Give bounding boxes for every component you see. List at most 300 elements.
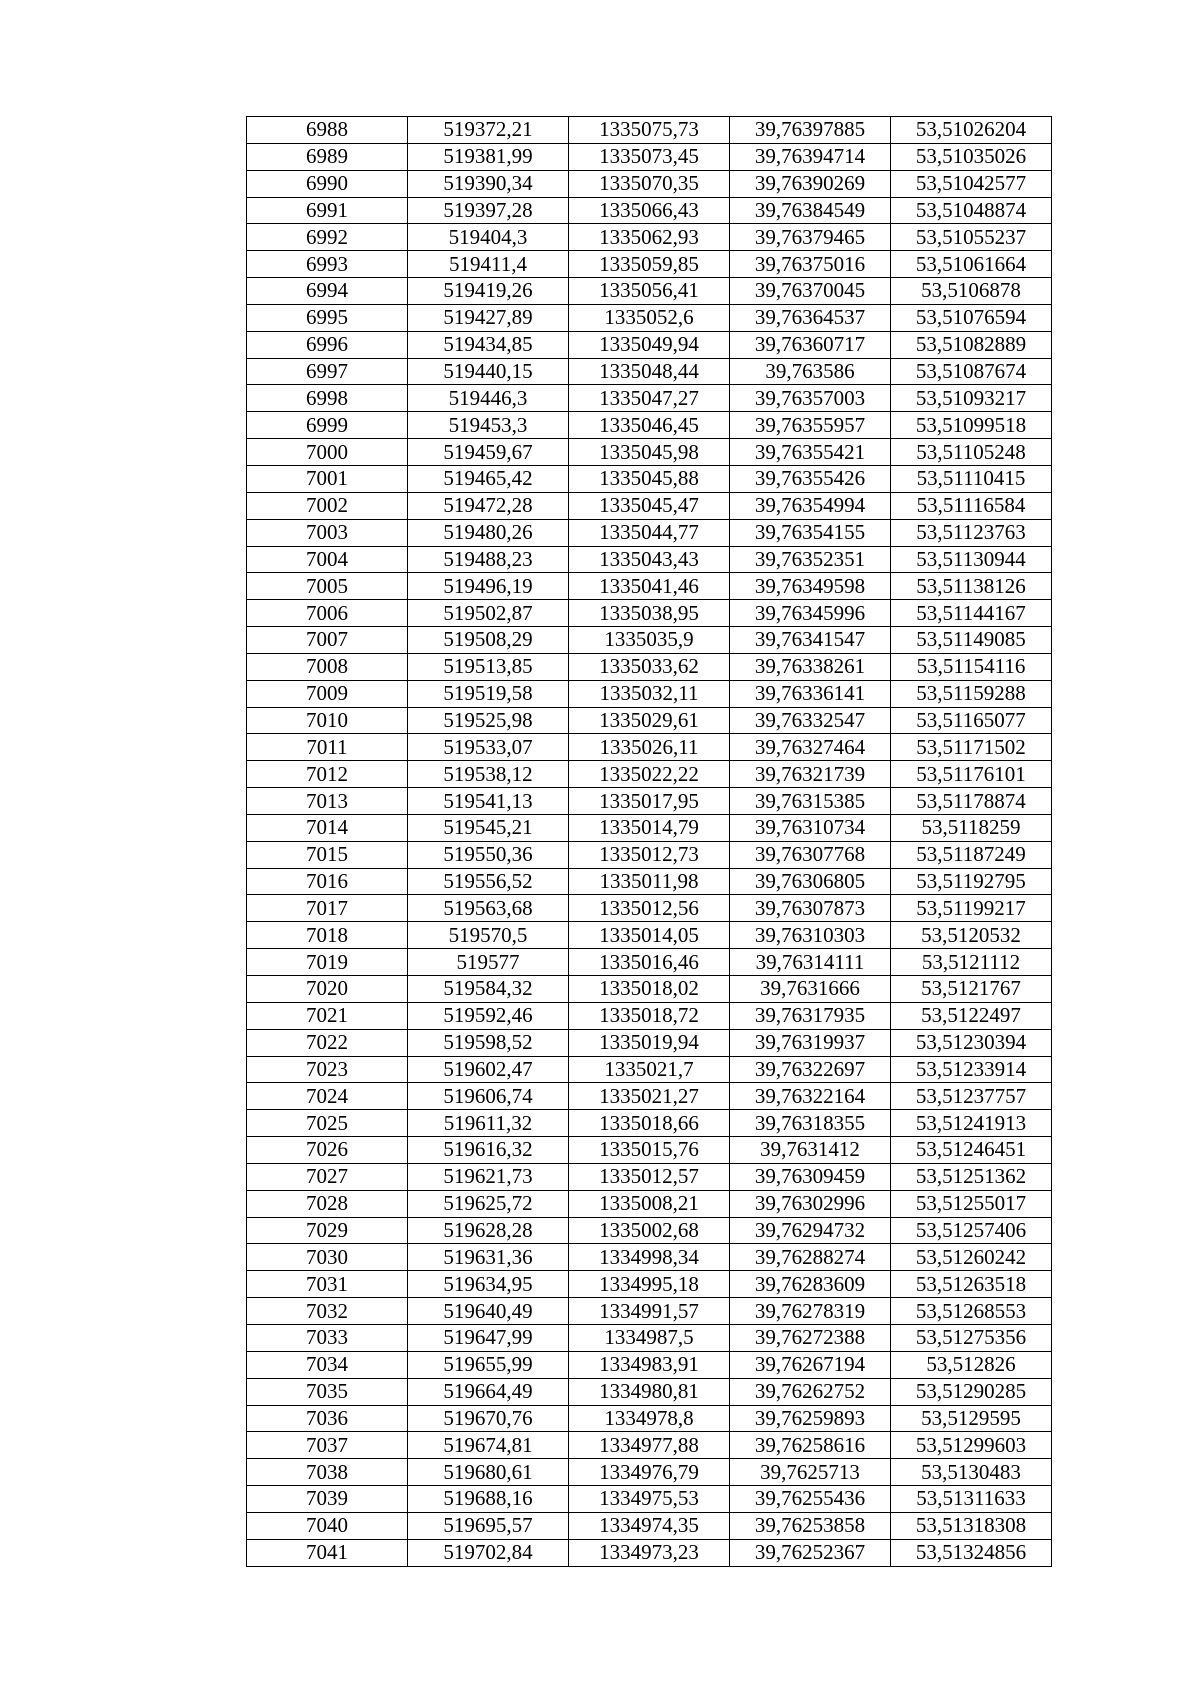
table-row	[247, 251, 1052, 278]
table-row	[247, 1029, 1052, 1056]
table-row	[247, 412, 1052, 439]
longitude-cell: 39,7631666	[730, 976, 891, 1003]
longitude-cell: 39,76315385	[730, 788, 891, 815]
latitude-cell: 53,5122497	[891, 1002, 1052, 1029]
y-coordinate-cell: 1335018,72	[569, 1002, 730, 1029]
table-row	[247, 385, 1052, 412]
latitude-cell: 53,51144167	[891, 600, 1052, 627]
longitude-cell: 39,76255436	[730, 1486, 891, 1513]
table-row	[247, 465, 1052, 492]
point-number-cell: 7010	[247, 707, 408, 734]
table-row	[247, 278, 1052, 305]
point-number-cell: 7034	[247, 1351, 408, 1378]
table-row	[247, 1378, 1052, 1405]
table-row	[247, 1002, 1052, 1029]
y-coordinate-cell: 1335066,43	[569, 197, 730, 224]
y-coordinate-cell: 1335035,9	[569, 627, 730, 654]
coordinates-table-body	[247, 117, 1052, 1567]
y-coordinate-cell: 1335021,27	[569, 1083, 730, 1110]
point-number-cell: 6994	[247, 278, 408, 305]
table-row	[247, 519, 1052, 546]
table-row	[247, 653, 1052, 680]
y-coordinate-cell: 1335017,95	[569, 788, 730, 815]
point-number-cell: 7007	[247, 627, 408, 654]
longitude-cell: 39,76338261	[730, 653, 891, 680]
x-coordinate-cell: 519525,98	[408, 707, 569, 734]
longitude-cell: 39,76379465	[730, 224, 891, 251]
longitude-cell: 39,76360717	[730, 331, 891, 358]
latitude-cell: 53,51290285	[891, 1378, 1052, 1405]
y-coordinate-cell: 1334987,5	[569, 1324, 730, 1351]
point-number-cell: 7022	[247, 1029, 408, 1056]
coordinates-table	[246, 116, 1052, 1567]
latitude-cell: 53,51130944	[891, 546, 1052, 573]
latitude-cell: 53,51260242	[891, 1244, 1052, 1271]
point-number-cell: 7037	[247, 1432, 408, 1459]
y-coordinate-cell: 1335029,61	[569, 707, 730, 734]
y-coordinate-cell: 1335059,85	[569, 251, 730, 278]
x-coordinate-cell: 519508,29	[408, 627, 569, 654]
point-number-cell: 7035	[247, 1378, 408, 1405]
y-coordinate-cell: 1334995,18	[569, 1271, 730, 1298]
longitude-cell: 39,76317935	[730, 1002, 891, 1029]
latitude-cell: 53,51324856	[891, 1539, 1052, 1566]
latitude-cell: 53,51187249	[891, 841, 1052, 868]
y-coordinate-cell: 1335008,21	[569, 1190, 730, 1217]
x-coordinate-cell: 519453,3	[408, 412, 569, 439]
point-number-cell: 6992	[247, 224, 408, 251]
latitude-cell: 53,51257406	[891, 1217, 1052, 1244]
y-coordinate-cell: 1335014,79	[569, 814, 730, 841]
x-coordinate-cell: 519664,49	[408, 1378, 569, 1405]
y-coordinate-cell: 1335016,46	[569, 949, 730, 976]
y-coordinate-cell: 1334998,34	[569, 1244, 730, 1271]
point-number-cell: 7030	[247, 1244, 408, 1271]
point-number-cell: 7020	[247, 976, 408, 1003]
longitude-cell: 39,76283609	[730, 1271, 891, 1298]
y-coordinate-cell: 1335044,77	[569, 519, 730, 546]
table-row	[247, 143, 1052, 170]
table-row	[247, 1083, 1052, 1110]
point-number-cell: 7038	[247, 1459, 408, 1486]
table-row	[247, 1056, 1052, 1083]
x-coordinate-cell: 519695,57	[408, 1512, 569, 1539]
table-row	[247, 1486, 1052, 1513]
point-number-cell: 7028	[247, 1190, 408, 1217]
table-row	[247, 1110, 1052, 1137]
x-coordinate-cell: 519680,61	[408, 1459, 569, 1486]
point-number-cell: 7017	[247, 895, 408, 922]
y-coordinate-cell: 1335049,94	[569, 331, 730, 358]
y-coordinate-cell: 1335012,73	[569, 841, 730, 868]
longitude-cell: 39,76322697	[730, 1056, 891, 1083]
point-number-cell: 7033	[247, 1324, 408, 1351]
latitude-cell: 53,51110415	[891, 465, 1052, 492]
latitude-cell: 53,51035026	[891, 143, 1052, 170]
point-number-cell: 6997	[247, 358, 408, 385]
longitude-cell: 39,76354994	[730, 492, 891, 519]
y-coordinate-cell: 1335011,98	[569, 868, 730, 895]
table-row	[247, 197, 1052, 224]
latitude-cell: 53,5121767	[891, 976, 1052, 1003]
x-coordinate-cell: 519545,21	[408, 814, 569, 841]
point-number-cell: 7002	[247, 492, 408, 519]
longitude-cell: 39,76318355	[730, 1110, 891, 1137]
point-number-cell: 7009	[247, 680, 408, 707]
table-row	[247, 814, 1052, 841]
point-number-cell: 7029	[247, 1217, 408, 1244]
x-coordinate-cell: 519372,21	[408, 117, 569, 144]
longitude-cell: 39,76375016	[730, 251, 891, 278]
y-coordinate-cell: 1335045,88	[569, 465, 730, 492]
latitude-cell: 53,5106878	[891, 278, 1052, 305]
latitude-cell: 53,51116584	[891, 492, 1052, 519]
x-coordinate-cell: 519674,81	[408, 1432, 569, 1459]
y-coordinate-cell: 1335070,35	[569, 170, 730, 197]
latitude-cell: 53,5129595	[891, 1405, 1052, 1432]
point-number-cell: 7015	[247, 841, 408, 868]
longitude-cell: 39,763586	[730, 358, 891, 385]
latitude-cell: 53,51159288	[891, 680, 1052, 707]
longitude-cell: 39,76341547	[730, 627, 891, 654]
latitude-cell: 53,5130483	[891, 1459, 1052, 1486]
table-row	[247, 117, 1052, 144]
x-coordinate-cell: 519434,85	[408, 331, 569, 358]
latitude-cell: 53,51246451	[891, 1137, 1052, 1164]
x-coordinate-cell: 519647,99	[408, 1324, 569, 1351]
y-coordinate-cell: 1335062,93	[569, 224, 730, 251]
longitude-cell: 39,76384549	[730, 197, 891, 224]
table-row	[247, 304, 1052, 331]
longitude-cell: 39,76357003	[730, 385, 891, 412]
latitude-cell: 53,51263518	[891, 1271, 1052, 1298]
longitude-cell: 39,76349598	[730, 573, 891, 600]
x-coordinate-cell: 519440,15	[408, 358, 569, 385]
longitude-cell: 39,76327464	[730, 734, 891, 761]
y-coordinate-cell: 1335052,6	[569, 304, 730, 331]
point-number-cell: 6988	[247, 117, 408, 144]
table-row	[247, 1190, 1052, 1217]
latitude-cell: 53,51042577	[891, 170, 1052, 197]
point-number-cell: 7000	[247, 439, 408, 466]
x-coordinate-cell: 519563,68	[408, 895, 569, 922]
x-coordinate-cell: 519634,95	[408, 1271, 569, 1298]
latitude-cell: 53,51171502	[891, 734, 1052, 761]
point-number-cell: 7016	[247, 868, 408, 895]
longitude-cell: 39,76294732	[730, 1217, 891, 1244]
longitude-cell: 39,76314111	[730, 949, 891, 976]
x-coordinate-cell: 519584,32	[408, 976, 569, 1003]
latitude-cell: 53,51105248	[891, 439, 1052, 466]
x-coordinate-cell: 519598,52	[408, 1029, 569, 1056]
x-coordinate-cell: 519556,52	[408, 868, 569, 895]
point-number-cell: 7040	[247, 1512, 408, 1539]
table-row	[247, 1137, 1052, 1164]
latitude-cell: 53,51099518	[891, 412, 1052, 439]
latitude-cell: 53,51251362	[891, 1163, 1052, 1190]
table-row	[247, 895, 1052, 922]
x-coordinate-cell: 519459,67	[408, 439, 569, 466]
table-row	[247, 170, 1052, 197]
table-row	[247, 976, 1052, 1003]
x-coordinate-cell: 519538,12	[408, 761, 569, 788]
longitude-cell: 39,76397885	[730, 117, 891, 144]
longitude-cell: 39,76336141	[730, 680, 891, 707]
y-coordinate-cell: 1334991,57	[569, 1298, 730, 1325]
y-coordinate-cell: 1335046,45	[569, 412, 730, 439]
x-coordinate-cell: 519488,23	[408, 546, 569, 573]
table-row	[247, 1351, 1052, 1378]
x-coordinate-cell: 519419,26	[408, 278, 569, 305]
table-row	[247, 546, 1052, 573]
longitude-cell: 39,76322164	[730, 1083, 891, 1110]
y-coordinate-cell: 1334974,35	[569, 1512, 730, 1539]
point-number-cell: 6990	[247, 170, 408, 197]
table-row	[247, 868, 1052, 895]
longitude-cell: 39,76310734	[730, 814, 891, 841]
latitude-cell: 53,51318308	[891, 1512, 1052, 1539]
x-coordinate-cell: 519702,84	[408, 1539, 569, 1566]
y-coordinate-cell: 1335047,27	[569, 385, 730, 412]
y-coordinate-cell: 1335045,98	[569, 439, 730, 466]
latitude-cell: 53,51048874	[891, 197, 1052, 224]
latitude-cell: 53,51026204	[891, 117, 1052, 144]
latitude-cell: 53,51311633	[891, 1486, 1052, 1513]
longitude-cell: 39,76302996	[730, 1190, 891, 1217]
latitude-cell: 53,51165077	[891, 707, 1052, 734]
x-coordinate-cell: 519550,36	[408, 841, 569, 868]
table-row	[247, 331, 1052, 358]
latitude-cell: 53,51087674	[891, 358, 1052, 385]
longitude-cell: 39,76278319	[730, 1298, 891, 1325]
point-number-cell: 7018	[247, 922, 408, 949]
x-coordinate-cell: 519541,13	[408, 788, 569, 815]
y-coordinate-cell: 1335026,11	[569, 734, 730, 761]
latitude-cell: 53,51082889	[891, 331, 1052, 358]
y-coordinate-cell: 1334983,91	[569, 1351, 730, 1378]
table-row	[247, 680, 1052, 707]
table-row	[247, 1217, 1052, 1244]
x-coordinate-cell: 519513,85	[408, 653, 569, 680]
longitude-cell: 39,76272388	[730, 1324, 891, 1351]
x-coordinate-cell: 519655,99	[408, 1351, 569, 1378]
point-number-cell: 7001	[247, 465, 408, 492]
longitude-cell: 39,76370045	[730, 278, 891, 305]
table-row	[247, 788, 1052, 815]
y-coordinate-cell: 1334980,81	[569, 1378, 730, 1405]
point-number-cell: 7012	[247, 761, 408, 788]
table-row	[247, 1512, 1052, 1539]
table-row	[247, 1271, 1052, 1298]
y-coordinate-cell: 1335018,66	[569, 1110, 730, 1137]
x-coordinate-cell: 519621,73	[408, 1163, 569, 1190]
longitude-cell: 39,76309459	[730, 1163, 891, 1190]
longitude-cell: 39,76258616	[730, 1432, 891, 1459]
x-coordinate-cell: 519427,89	[408, 304, 569, 331]
table-row	[247, 707, 1052, 734]
longitude-cell: 39,7625713	[730, 1459, 891, 1486]
point-number-cell: 7031	[247, 1271, 408, 1298]
point-number-cell: 6995	[247, 304, 408, 331]
latitude-cell: 53,51299603	[891, 1432, 1052, 1459]
latitude-cell: 53,51230394	[891, 1029, 1052, 1056]
table-row	[247, 922, 1052, 949]
x-coordinate-cell: 519465,42	[408, 465, 569, 492]
latitude-cell: 53,51061664	[891, 251, 1052, 278]
longitude-cell: 39,76332547	[730, 707, 891, 734]
y-coordinate-cell: 1335038,95	[569, 600, 730, 627]
y-coordinate-cell: 1334978,8	[569, 1405, 730, 1432]
table-row	[247, 1324, 1052, 1351]
latitude-cell: 53,51237757	[891, 1083, 1052, 1110]
table-row	[247, 492, 1052, 519]
longitude-cell: 39,76321739	[730, 761, 891, 788]
latitude-cell: 53,51255017	[891, 1190, 1052, 1217]
table-row	[247, 1405, 1052, 1432]
y-coordinate-cell: 1335012,57	[569, 1163, 730, 1190]
x-coordinate-cell: 519606,74	[408, 1083, 569, 1110]
point-number-cell: 6993	[247, 251, 408, 278]
latitude-cell: 53,51093217	[891, 385, 1052, 412]
x-coordinate-cell: 519640,49	[408, 1298, 569, 1325]
latitude-cell: 53,51055237	[891, 224, 1052, 251]
latitude-cell: 53,512826	[891, 1351, 1052, 1378]
latitude-cell: 53,5120532	[891, 922, 1052, 949]
y-coordinate-cell: 1335022,22	[569, 761, 730, 788]
x-coordinate-cell: 519625,72	[408, 1190, 569, 1217]
longitude-cell: 39,76288274	[730, 1244, 891, 1271]
table-row	[247, 1432, 1052, 1459]
latitude-cell: 53,51123763	[891, 519, 1052, 546]
y-coordinate-cell: 1334977,88	[569, 1432, 730, 1459]
latitude-cell: 53,51076594	[891, 304, 1052, 331]
table-row	[247, 1539, 1052, 1566]
point-number-cell: 6998	[247, 385, 408, 412]
longitude-cell: 39,76262752	[730, 1378, 891, 1405]
latitude-cell: 53,51138126	[891, 573, 1052, 600]
point-number-cell: 7041	[247, 1539, 408, 1566]
y-coordinate-cell: 1335043,43	[569, 546, 730, 573]
x-coordinate-cell: 519404,3	[408, 224, 569, 251]
longitude-cell: 39,76306805	[730, 868, 891, 895]
table-row	[247, 358, 1052, 385]
y-coordinate-cell: 1335015,76	[569, 1137, 730, 1164]
y-coordinate-cell: 1335045,47	[569, 492, 730, 519]
table-row	[247, 600, 1052, 627]
point-number-cell: 7026	[247, 1137, 408, 1164]
longitude-cell: 39,76253858	[730, 1512, 891, 1539]
longitude-cell: 39,76267194	[730, 1351, 891, 1378]
y-coordinate-cell: 1335056,41	[569, 278, 730, 305]
longitude-cell: 39,76355957	[730, 412, 891, 439]
table-row	[247, 1298, 1052, 1325]
y-coordinate-cell: 1335002,68	[569, 1217, 730, 1244]
point-number-cell: 7019	[247, 949, 408, 976]
x-coordinate-cell: 519688,16	[408, 1486, 569, 1513]
point-number-cell: 7008	[247, 653, 408, 680]
table-row	[247, 1459, 1052, 1486]
longitude-cell: 39,76355421	[730, 439, 891, 466]
x-coordinate-cell: 519616,32	[408, 1137, 569, 1164]
y-coordinate-cell: 1335019,94	[569, 1029, 730, 1056]
table-row	[247, 224, 1052, 251]
point-number-cell: 7004	[247, 546, 408, 573]
y-coordinate-cell: 1334975,53	[569, 1486, 730, 1513]
longitude-cell: 39,76345996	[730, 600, 891, 627]
x-coordinate-cell: 519533,07	[408, 734, 569, 761]
x-coordinate-cell: 519381,99	[408, 143, 569, 170]
y-coordinate-cell: 1335033,62	[569, 653, 730, 680]
longitude-cell: 39,76310303	[730, 922, 891, 949]
point-number-cell: 7011	[247, 734, 408, 761]
latitude-cell: 53,51233914	[891, 1056, 1052, 1083]
latitude-cell: 53,51178874	[891, 788, 1052, 815]
longitude-cell: 39,76252367	[730, 1539, 891, 1566]
latitude-cell: 53,5121112	[891, 949, 1052, 976]
x-coordinate-cell: 519611,32	[408, 1110, 569, 1137]
y-coordinate-cell: 1335018,02	[569, 976, 730, 1003]
longitude-cell: 39,76354155	[730, 519, 891, 546]
y-coordinate-cell: 1335048,44	[569, 358, 730, 385]
latitude-cell: 53,51268553	[891, 1298, 1052, 1325]
point-number-cell: 6999	[247, 412, 408, 439]
table-row	[247, 841, 1052, 868]
point-number-cell: 7039	[247, 1486, 408, 1513]
table-row	[247, 1163, 1052, 1190]
table-row	[247, 627, 1052, 654]
x-coordinate-cell: 519411,4	[408, 251, 569, 278]
x-coordinate-cell: 519592,46	[408, 1002, 569, 1029]
x-coordinate-cell: 519577	[408, 949, 569, 976]
latitude-cell: 53,51241913	[891, 1110, 1052, 1137]
point-number-cell: 7014	[247, 814, 408, 841]
point-number-cell: 7027	[247, 1163, 408, 1190]
point-number-cell: 7006	[247, 600, 408, 627]
y-coordinate-cell: 1334973,23	[569, 1539, 730, 1566]
longitude-cell: 39,7631412	[730, 1137, 891, 1164]
table-row	[247, 1244, 1052, 1271]
longitude-cell: 39,76259893	[730, 1405, 891, 1432]
y-coordinate-cell: 1334976,79	[569, 1459, 730, 1486]
table-row	[247, 734, 1052, 761]
table-row	[247, 949, 1052, 976]
x-coordinate-cell: 519480,26	[408, 519, 569, 546]
y-coordinate-cell: 1335032,11	[569, 680, 730, 707]
x-coordinate-cell: 519570,5	[408, 922, 569, 949]
point-number-cell: 7025	[247, 1110, 408, 1137]
point-number-cell: 7024	[247, 1083, 408, 1110]
y-coordinate-cell: 1335075,73	[569, 117, 730, 144]
table-row	[247, 439, 1052, 466]
point-number-cell: 7021	[247, 1002, 408, 1029]
x-coordinate-cell: 519628,28	[408, 1217, 569, 1244]
y-coordinate-cell: 1335014,05	[569, 922, 730, 949]
point-number-cell: 7023	[247, 1056, 408, 1083]
latitude-cell: 53,51176101	[891, 761, 1052, 788]
longitude-cell: 39,76355426	[730, 465, 891, 492]
latitude-cell: 53,51149085	[891, 627, 1052, 654]
x-coordinate-cell: 519631,36	[408, 1244, 569, 1271]
longitude-cell: 39,76307873	[730, 895, 891, 922]
point-number-cell: 7003	[247, 519, 408, 546]
x-coordinate-cell: 519519,58	[408, 680, 569, 707]
y-coordinate-cell: 1335073,45	[569, 143, 730, 170]
x-coordinate-cell: 519502,87	[408, 600, 569, 627]
longitude-cell: 39,76390269	[730, 170, 891, 197]
point-number-cell: 7013	[247, 788, 408, 815]
y-coordinate-cell: 1335041,46	[569, 573, 730, 600]
table-row	[247, 573, 1052, 600]
